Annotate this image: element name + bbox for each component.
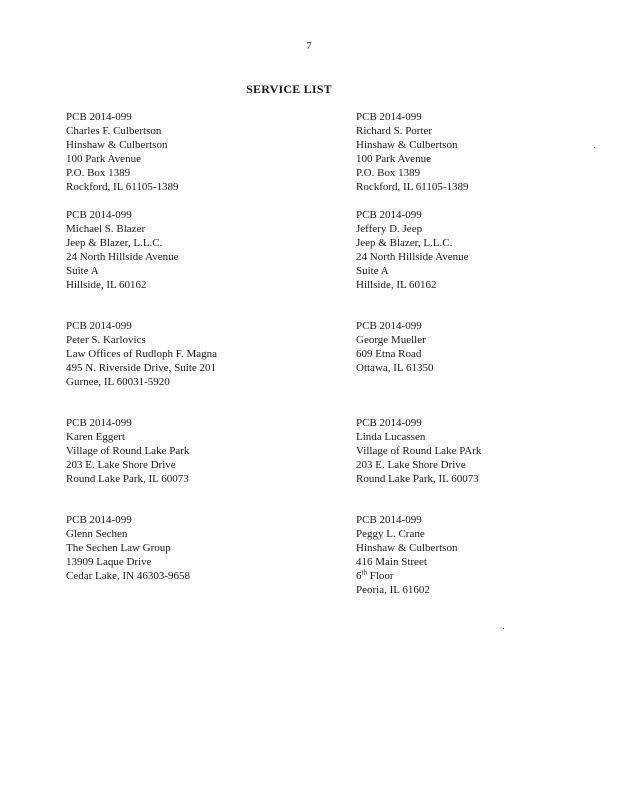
case-number: PCB 2014-099 — [356, 111, 422, 123]
address-line: Peoria, IL 61602 — [356, 584, 430, 596]
address-line: P.O. Box 1389 — [356, 167, 421, 179]
address-line: Village of Round Lake PArk — [356, 445, 482, 457]
service-entry — [356, 208, 469, 292]
address-line: 100 Park Avenue — [356, 153, 431, 165]
recipient-name: Jeffery D. Jeep — [356, 223, 423, 235]
recipient-name: Charles F. Culbertson — [66, 125, 162, 137]
address-line: 495 N. Riverside Drive, Suite 201 — [66, 362, 217, 374]
address-line: 203 E. Lake Shore Drive — [356, 459, 466, 471]
scan-speck — [594, 147, 595, 148]
address-line: Hinshaw & Culbertson — [356, 542, 458, 554]
address-line: P.O. Box 1389 — [66, 167, 131, 179]
case-number: PCB 2014-099 — [66, 209, 132, 221]
address-line: Jeep & Blazer, L.L.C. — [356, 237, 453, 249]
recipient-name: Linda Lucassen — [356, 431, 426, 443]
service-entry — [66, 513, 190, 583]
recipient-name: Michael S. Blazer — [66, 223, 146, 235]
service-entry — [356, 319, 434, 375]
page-title: SERVICE LIST — [246, 82, 332, 96]
address-line: 416 Main Street — [356, 556, 427, 568]
address-line: Round Lake Park, IL 60073 — [66, 473, 189, 485]
floor-line — [356, 569, 457, 583]
page-number: 7 — [306, 40, 312, 52]
service-entry — [66, 208, 179, 292]
service-entry — [356, 110, 469, 194]
case-number: PCB 2014-099 — [66, 111, 132, 123]
scan-speck — [503, 628, 504, 629]
address-line: Round Lake Park, IL 60073 — [356, 473, 479, 485]
address-line: 24 North Hillside Avenue — [66, 251, 179, 263]
address-line: 100 Park Avenue — [66, 153, 141, 165]
floor-ordinal-suffix: th — [361, 568, 367, 577]
address-line: 24 North Hillside Avenue — [356, 251, 469, 263]
case-number: PCB 2014-099 — [356, 417, 422, 429]
service-entry — [66, 416, 189, 486]
floor-word: Floor — [369, 570, 394, 582]
address-line: Hinshaw & Culbertson — [66, 139, 168, 151]
service-entry — [356, 513, 457, 597]
address-line: Cedar Lake, IN 46303-9658 — [66, 570, 191, 582]
address-line: Hillside, IL 60162 — [66, 279, 147, 291]
address-line: Hillside, IL 60162 — [356, 279, 437, 291]
recipient-name: Peggy L. Crane — [356, 528, 425, 540]
address-line: 203 E. Lake Shore Drive — [66, 459, 176, 471]
address-line: Law Offices of Rudloph F. Magna — [66, 348, 218, 360]
case-number: PCB 2014-099 — [66, 320, 132, 332]
case-number: PCB 2014-099 — [356, 320, 422, 332]
case-number: PCB 2014-099 — [356, 514, 422, 526]
recipient-name: Peter S. Karlovics — [66, 334, 146, 346]
service-entry — [356, 416, 481, 486]
address-line: Rockford, IL 61105-1389 — [356, 181, 469, 193]
service-entry — [66, 110, 179, 194]
service-entry — [66, 319, 217, 389]
recipient-name: Glenn Sechen — [66, 528, 128, 540]
address-line: Gurnee, IL 60031-5920 — [66, 376, 170, 388]
recipient-name: George Mueller — [356, 334, 426, 346]
address-line: 609 Etna Road — [356, 348, 422, 360]
case-number: PCB 2014-099 — [66, 417, 132, 429]
address-line: Suite A — [66, 265, 99, 277]
recipient-name: Richard S. Porter — [356, 125, 433, 137]
recipient-name: Karen Eggert — [66, 431, 125, 443]
case-number: PCB 2014-099 — [66, 514, 132, 526]
address-line: Rockford, IL 61105-1389 — [66, 181, 179, 193]
address-line: The Sechen Law Group — [66, 542, 171, 554]
address-line: 13909 Laque Drive — [66, 556, 152, 568]
address-line: Jeep & Blazer, L.L.C. — [66, 237, 163, 249]
floor-number: 6 — [356, 570, 362, 582]
address-line: Suite A — [356, 265, 389, 277]
address-line: Ottawa, IL 61350 — [356, 362, 434, 374]
case-number: PCB 2014-099 — [356, 209, 422, 221]
address-line: Village of Round Lake Park — [66, 445, 190, 457]
address-line: Hinshaw & Culbertson — [356, 139, 458, 151]
